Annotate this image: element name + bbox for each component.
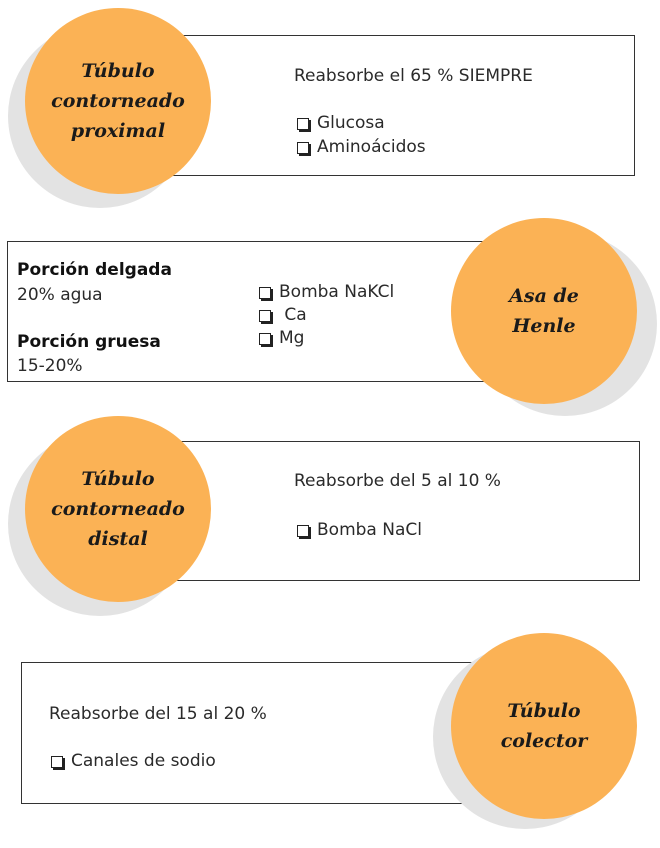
proximal-title-circle [25,8,211,194]
distal-title-circle [25,416,211,602]
distal-card [165,441,640,581]
henle-thick-label: Porción gruesa [17,332,161,352]
henle-item-bomba [259,282,394,302]
henle-thick-value: 15-20% [17,356,83,376]
proximal-item-label: Aminoácidos [317,137,426,157]
distal-title-line-2: contorneado [51,498,185,520]
checkbox-icon [259,310,271,322]
checkbox-icon [297,525,309,537]
checkbox-icon [297,142,309,154]
checkbox-icon [259,287,271,299]
colector-item-canales [51,751,216,771]
henle-item-label: Mg [279,328,305,348]
henle-thin-label: Porción delgada [17,260,172,280]
proximal-title-line-1: Túbulo [81,60,155,82]
proximal-item-label: Glucosa [317,113,385,133]
checkbox-icon [51,756,63,768]
proximal-item-glucosa [297,113,385,133]
distal-title-line-3: distal [88,528,148,550]
henle-item-label: Bomba NaKCl [279,282,395,302]
distal-item-bomba [297,520,422,540]
henle-title-circle [451,218,637,404]
checkbox-icon [259,333,271,345]
henle-title-line-1: Asa de [509,285,579,307]
distal-item-label: Bomba NaCl [317,520,422,540]
colector-heading: Reabsorbe del 15 al 20 % [49,704,267,724]
henle-item-label: Ca [279,305,307,325]
checkbox-icon [297,118,309,130]
henle-item-mg [259,328,304,348]
proximal-title-line-3: proximal [70,120,166,142]
colector-card [21,662,493,804]
colector-title-line-1: Túbulo [507,700,581,722]
colector-title-line-2: colector [500,730,588,752]
proximal-title-line-2: contorneado [51,90,185,112]
distal-title-line-1: Túbulo [81,468,155,490]
henle-item-ca [259,305,307,325]
proximal-item-aminoacidos [297,137,426,157]
distal-heading: Reabsorbe del 5 al 10 % [294,471,501,491]
colector-item-label: Canales de sodio [71,751,216,771]
henle-thin-value: 20% agua [17,285,103,305]
henle-title-line-2: Henle [512,315,576,337]
proximal-heading: Reabsorbe el 65 % SIEMPRE [294,66,533,86]
colector-title-circle [451,633,637,819]
